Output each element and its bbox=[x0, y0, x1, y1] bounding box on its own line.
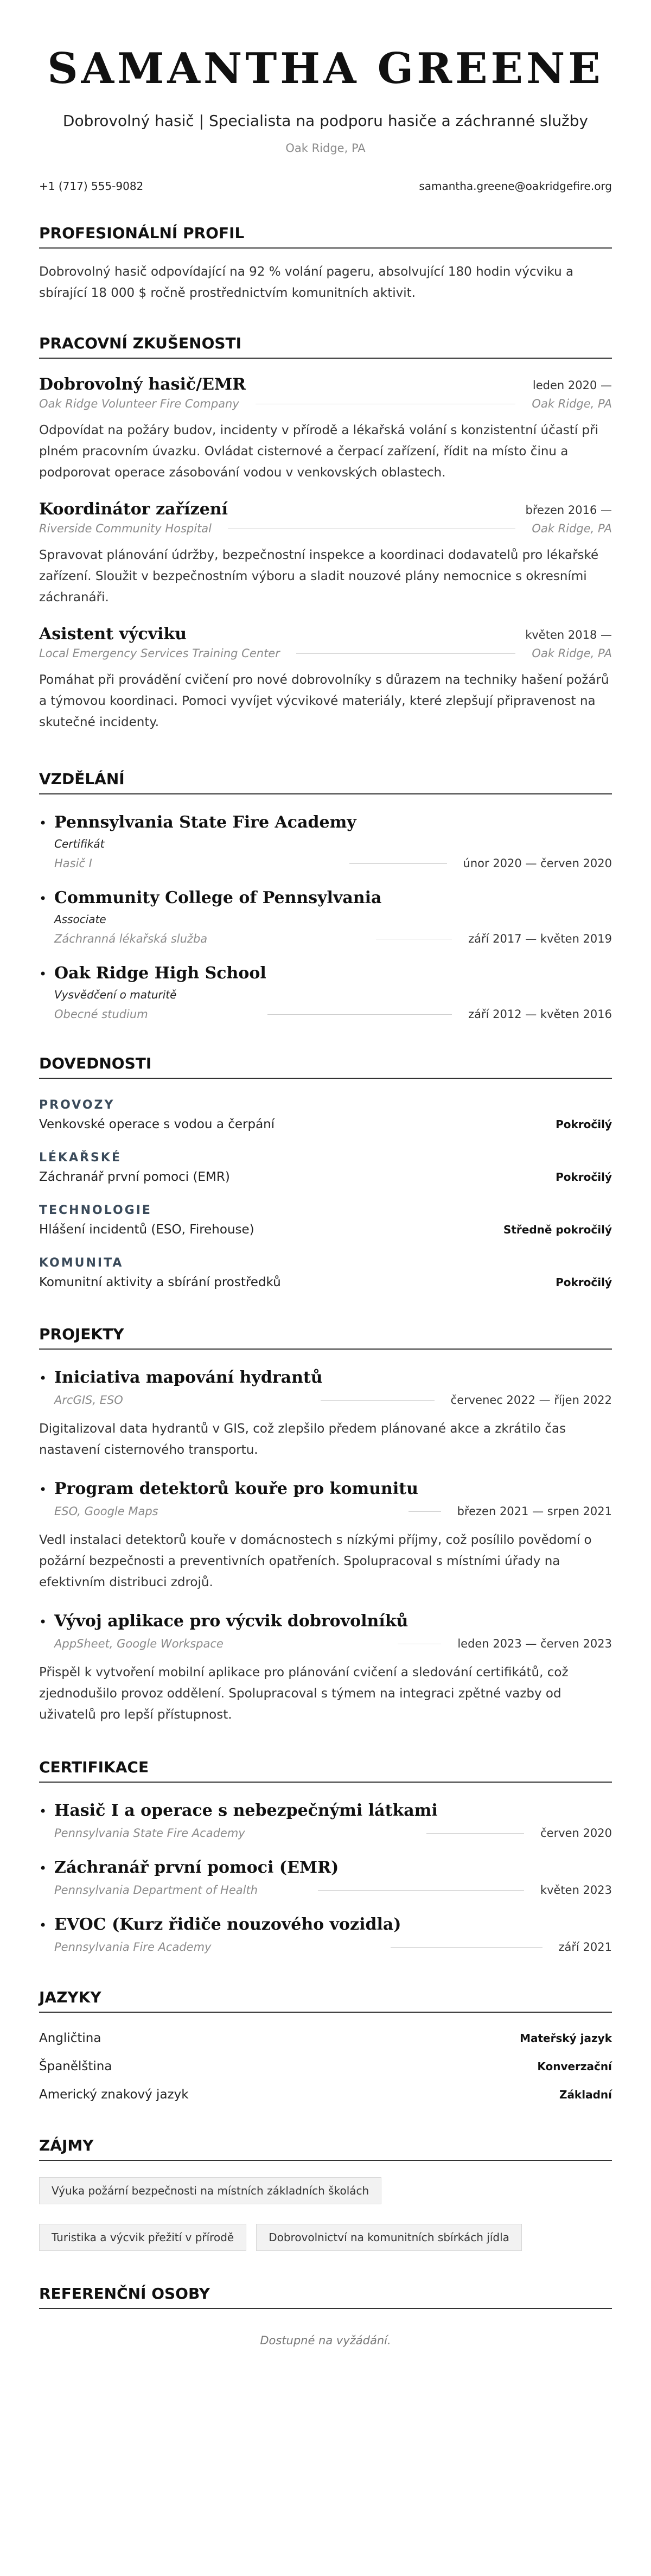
language-row bbox=[39, 2088, 612, 2102]
references-heading: REFERENČNÍ OSOBY bbox=[39, 2285, 612, 2309]
certifications-section bbox=[39, 1758, 612, 1954]
certification-name: Hasič I a operace s nebezpečnými látkami bbox=[54, 1801, 438, 1820]
languages-section bbox=[39, 1988, 612, 2102]
bullet-icon: • bbox=[39, 966, 47, 982]
bullet-icon: • bbox=[39, 1371, 47, 1386]
languages-heading: JAZYKY bbox=[39, 1988, 612, 2013]
email-address: samantha.greene@oakridgefire.org bbox=[419, 180, 612, 193]
job-location: Oak Ridge, PA bbox=[532, 397, 612, 410]
job-location: Oak Ridge, PA bbox=[532, 647, 612, 660]
degree-type: Certifikát bbox=[54, 837, 105, 850]
leader-line bbox=[321, 1400, 435, 1401]
project-tools: AppSheet, Google Workspace bbox=[54, 1637, 224, 1650]
leader-line bbox=[349, 863, 447, 864]
leader-line bbox=[267, 1014, 452, 1015]
candidate-headline: Dobrovolný hasič | Specialista na podporu hasiče a záchranné služby bbox=[62, 112, 589, 130]
skill-group bbox=[39, 1098, 612, 1131]
skill-level: Středně pokročilý bbox=[503, 1223, 612, 1236]
bullet-icon: • bbox=[39, 1861, 47, 1876]
field-of-study: Záchranná lékařská služba bbox=[54, 932, 208, 945]
skill-group bbox=[39, 1204, 612, 1237]
certification-entry bbox=[39, 1915, 612, 1954]
certifications-heading: CERTIFIKACE bbox=[39, 1758, 612, 1783]
project-dates: březen 2021 — srpen 2021 bbox=[457, 1505, 612, 1518]
job-date: leden 2020 — bbox=[532, 379, 612, 392]
education-dates: září 2017 — květen 2019 bbox=[468, 932, 612, 945]
interest-tag: Turistika a výcvik přežití v přírodě bbox=[39, 2224, 246, 2251]
job-title: Asistent výcviku bbox=[39, 625, 187, 644]
job-entry bbox=[39, 500, 612, 608]
projects-section bbox=[39, 1325, 612, 1726]
skill-name: Záchranář první pomoci (EMR) bbox=[39, 1170, 230, 1184]
leader-line bbox=[296, 653, 516, 654]
skill-level: Pokročilý bbox=[556, 1118, 612, 1131]
skills-section bbox=[39, 1054, 612, 1289]
skill-level: Pokročilý bbox=[556, 1171, 612, 1184]
certification-name: EVOC (Kurz řidiče nouzového vozidla) bbox=[54, 1915, 401, 1934]
skill-name: Komunitní aktivity a sbírání prostředků bbox=[39, 1275, 281, 1289]
skill-level: Pokročilý bbox=[556, 1276, 612, 1289]
skill-category: LÉKAŘSKÉ bbox=[39, 1151, 122, 1165]
projects-heading: PROJEKTY bbox=[39, 1325, 612, 1350]
language-level: Základní bbox=[559, 2088, 612, 2101]
education-entry bbox=[39, 813, 612, 870]
interests-heading: ZÁJMY bbox=[39, 2136, 612, 2161]
school-name: Oak Ridge High School bbox=[54, 964, 266, 983]
field-of-study: Hasič I bbox=[54, 857, 92, 870]
project-name: Iniciativa mapování hydrantů bbox=[54, 1368, 323, 1387]
school-name: Community College of Pennsylvania bbox=[54, 888, 382, 907]
leader-line bbox=[391, 1947, 542, 1948]
contact-row bbox=[39, 180, 612, 193]
bullet-icon: • bbox=[39, 1804, 47, 1819]
job-description: Pomáhat při provádění cvičení pro nové dobrovolníky s důrazem na techniky hašení požárů a týmovou koordinaci. Pomoci vyvíjet výcvikové materiály, které zlepšují připravenost na skutečné incidenty. bbox=[39, 673, 609, 729]
language-name: Angličtina bbox=[39, 2031, 101, 2045]
skill-name: Hlášení incidentů (ESO, Firehouse) bbox=[39, 1223, 254, 1237]
project-tools: ESO, Google Maps bbox=[54, 1505, 158, 1518]
certification-issuer: Pennsylvania State Fire Academy bbox=[54, 1827, 245, 1840]
skill-group bbox=[39, 1151, 612, 1184]
project-description: Přispěl k vytvoření mobilní aplikace pro plánování cvičení a sledování certifikátů, což zjednodušilo provoz oddělení. Spolupracoval s týmem na integraci zpětné vazby od uživatelů pro lepší přístupnost. bbox=[39, 1665, 569, 1722]
language-name: Americký znakový jazyk bbox=[39, 2088, 189, 2102]
job-title: Dobrovolný hasič/EMR bbox=[39, 375, 246, 394]
education-heading: VZDĚLÁNÍ bbox=[39, 770, 612, 794]
certification-entry bbox=[39, 1858, 612, 1897]
profile-heading: PROFESIONÁLNÍ PROFIL bbox=[39, 224, 612, 249]
bullet-icon: • bbox=[39, 891, 47, 906]
degree-type: Vysvědčení o maturitě bbox=[54, 988, 177, 1001]
profile-summary: Dobrovolný hasič odpovídající na 92 % volání pageru, absolvující 180 hodin výcviku a sbírající 18 000 $ ročně prostřednictvím komunitních aktivit. bbox=[39, 265, 574, 300]
references-note: Dostupné na vyžádání. bbox=[260, 2334, 391, 2347]
project-description: Vedl instalaci detektorů kouře v domácnostech s nízkými příjmy, což posílilo povědomí o požární bezpečnosti a preventivních opatřeních. Spolupracoval s místními úřady na efektivním distribuci zdrojů. bbox=[39, 1533, 592, 1589]
language-row bbox=[39, 2031, 612, 2045]
certification-entry bbox=[39, 1801, 612, 1840]
resume-header bbox=[39, 44, 612, 193]
language-level: Konverzační bbox=[537, 2060, 612, 2073]
language-name: Španělština bbox=[39, 2059, 112, 2073]
project-entry bbox=[39, 1479, 612, 1593]
bullet-icon: • bbox=[39, 1482, 47, 1497]
project-tools: ArcGIS, ESO bbox=[54, 1394, 123, 1407]
skill-category: KOMUNITA bbox=[39, 1256, 124, 1270]
degree-type: Associate bbox=[54, 913, 106, 926]
project-entry bbox=[39, 1612, 612, 1726]
field-of-study: Obecné studium bbox=[54, 1008, 148, 1021]
bullet-icon: • bbox=[39, 1614, 47, 1630]
education-entry bbox=[39, 888, 612, 945]
job-title: Koordinátor zařízení bbox=[39, 500, 228, 519]
skill-name: Venkovské operace s vodou a čerpání bbox=[39, 1117, 275, 1131]
education-dates: září 2012 — květen 2016 bbox=[468, 1008, 612, 1021]
education-dates: únor 2020 — červen 2020 bbox=[463, 857, 612, 870]
job-organization: Local Emergency Services Training Center bbox=[39, 647, 280, 660]
job-location: Oak Ridge, PA bbox=[532, 522, 612, 535]
project-dates: červenec 2022 — říjen 2022 bbox=[450, 1394, 612, 1407]
interest-tag: Dobrovolnictví na komunitních sbírkách jídla bbox=[256, 2224, 522, 2251]
project-dates: leden 2023 — červen 2023 bbox=[457, 1637, 612, 1650]
certification-date: červen 2020 bbox=[540, 1827, 612, 1840]
leader-line bbox=[409, 1511, 441, 1512]
project-name: Program detektorů kouře pro komunitu bbox=[54, 1479, 418, 1498]
job-entry bbox=[39, 375, 612, 484]
project-description: Digitalizoval data hydrantů v GIS, což zlepšilo předem plánované akce a zkrátilo čas nastavení cisternového transportu. bbox=[39, 1422, 566, 1457]
interests-section bbox=[39, 2136, 612, 2251]
certification-name: Záchranář první pomoci (EMR) bbox=[54, 1858, 339, 1877]
job-date: květen 2018 — bbox=[525, 628, 612, 641]
candidate-location: Oak Ridge, PA bbox=[285, 142, 366, 155]
bullet-icon: • bbox=[39, 1918, 47, 1933]
phone-number: +1 (717) 555-9082 bbox=[39, 180, 144, 193]
job-description: Odpovídat na požáry budov, incidenty v přírodě a lékařská volání s konzistentní účastí při plném pracovním úvazku. Ovládat cisternové a čerpací zařízení, řídit na místo činu a podporovat operace zásobování vodou v venkovských oblastech. bbox=[39, 423, 598, 480]
language-level: Mateřský jazyk bbox=[520, 2032, 612, 2045]
job-organization: Oak Ridge Volunteer Fire Company bbox=[39, 397, 239, 410]
job-entry bbox=[39, 625, 612, 733]
education-entry bbox=[39, 964, 612, 1021]
certification-issuer: Pennsylvania Fire Academy bbox=[54, 1941, 212, 1954]
experience-section bbox=[39, 334, 612, 733]
skill-category: TECHNOLOGIE bbox=[39, 1204, 152, 1217]
project-name: Vývoj aplikace pro výcvik dobrovolníků bbox=[54, 1612, 409, 1631]
bullet-icon: • bbox=[39, 816, 47, 831]
skill-category: PROVOZY bbox=[39, 1098, 115, 1112]
education-section bbox=[39, 770, 612, 1021]
certification-date: září 2021 bbox=[558, 1941, 612, 1954]
certification-date: květen 2023 bbox=[540, 1884, 612, 1897]
interest-tags bbox=[39, 2177, 612, 2251]
project-entry bbox=[39, 1368, 612, 1461]
job-date: březen 2016 — bbox=[525, 504, 612, 517]
leader-line bbox=[426, 1833, 524, 1834]
job-description: Spravovat plánování údržby, bezpečnostní inspekce a koordinaci dodavatelů pro lékařské zařízení. Sloužit v bezpečnostním výboru a sladit nouzové plány nemocnice s okresními záchranáři. bbox=[39, 548, 599, 605]
certification-issuer: Pennsylvania Department of Health bbox=[54, 1884, 258, 1897]
skills-heading: DOVEDNOSTI bbox=[39, 1054, 612, 1079]
candidate-name: SAMANTHA GREENE bbox=[47, 44, 604, 93]
references-section bbox=[39, 2285, 612, 2347]
language-row bbox=[39, 2059, 612, 2073]
leader-line bbox=[318, 1890, 524, 1891]
experience-heading: PRACOVNÍ ZKUŠENOSTI bbox=[39, 334, 612, 359]
profile-section bbox=[39, 224, 612, 304]
job-organization: Riverside Community Hospital bbox=[39, 522, 212, 535]
skill-group bbox=[39, 1256, 612, 1289]
interest-tag: Výuka požární bezpečnosti na místních základních školách bbox=[39, 2177, 381, 2204]
school-name: Pennsylvania State Fire Academy bbox=[54, 813, 356, 832]
